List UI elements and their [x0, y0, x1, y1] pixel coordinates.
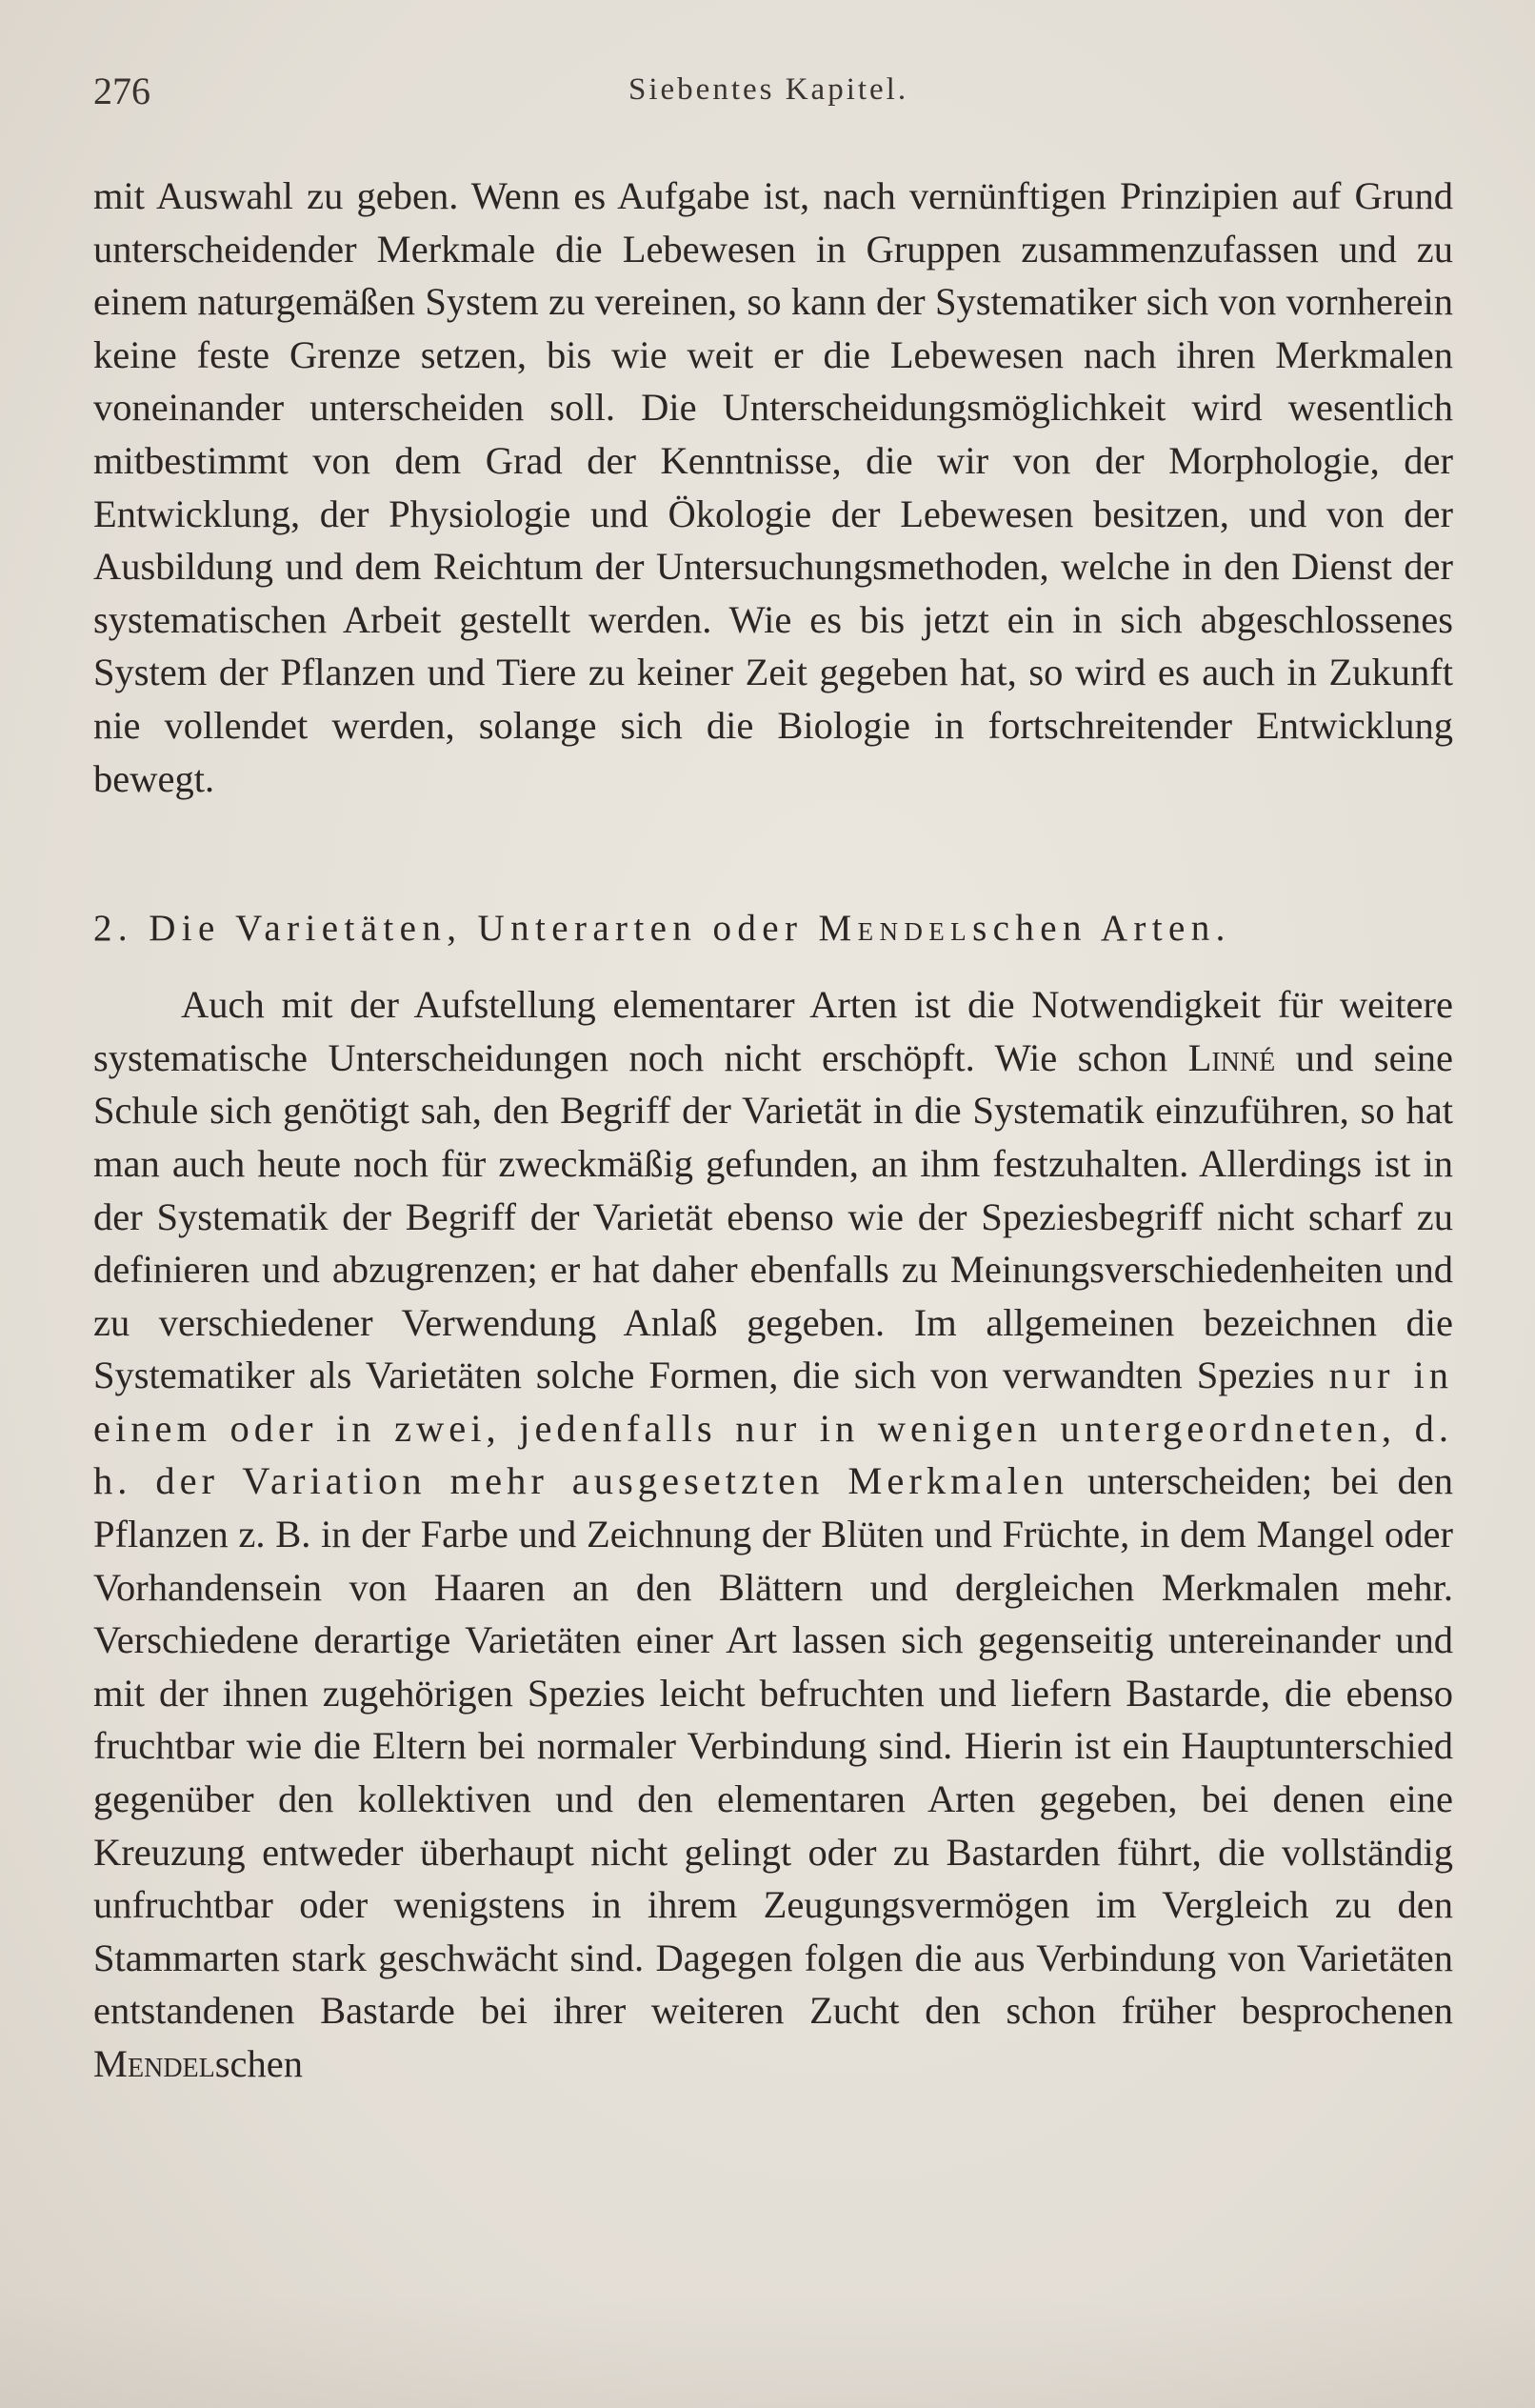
- page-number: 276: [93, 70, 150, 112]
- paragraph-text: unterscheiden; bei den Pflanzen z. B. in der Farbe und Zeichnung der Blüten und Früchte, in dem Mangel oder Vorhandensein von Haaren an den Blättern und dergleichen Merkmalen mehr. Verschiedene derartige Varietäten einer Art lassen sich gegenseitig untereinander und mit der ihnen zugehörigen Spezies leicht befruchten und liefern Bastarde, die ebenso fruchtbar wie die Eltern bei normaler Verbindung sind. Hierin ist ein Hauptunterschied gegenüber den kollektiven und den elementaren Arten gegeben, bei denen eine Kreuzung entweder überhaupt nicht gelingt oder zu Bastarden führt, die vollständig unfruchtbar oder wenigstens in ihrem Zeugungsvermögen im Vergleich zu den Stammarten stark geschwächt sind. Dagegen folgen die aus Verbindung von Varietäten entstandenen Bastarde bei ihrer weiteren Zucht den schon früher besprochenen: [93, 1459, 1453, 2033]
- running-head: Siebentes Kapitel.: [628, 72, 909, 107]
- page-header: [93, 69, 1453, 126]
- section-title-part1: Die Varietäten, Unterarten oder: [149, 908, 804, 950]
- paragraph-varieties: [93, 978, 1453, 2090]
- emphasized-text: nur in einem oder in zwei, jedenfalls nur in wenigen untergeordneten, d. h. der Variation mehr ausgesetzten Merkmalen: [93, 1354, 1454, 1503]
- page-shading: [0, 2294, 1535, 2408]
- section-number: 2.: [93, 908, 134, 950]
- paragraph-text: Auch mit der Aufstellung elementarer Arten ist die Notwendigkeit für weitere systematische Unterscheidungen noch nicht erschöpft. Wie schon: [93, 983, 1453, 1079]
- paragraph-continuation: mit Auswahl zu geben. Wenn es Aufgabe ist, nach vernünftigen Prinzipien auf Grund unterscheidender Merkmale die Lebewesen in Gruppen zusammenzufassen und zu einem naturgemäßen System zu vereinen, so kann der Systematiker sich von vornherein keine feste Grenze setzen, bis wie weit er die Lebewesen nach ihren Merkmalen voneinander unterscheiden soll. Die Unterscheidungsmöglichkeit wird wesentlich mitbestimmt von dem Grad der Kenntnisse, die wir von der Morphologie, der Entwicklung, der Physiologie und Ökologie der Lebewesen besitzen, und von der Ausbildung und dem Reichtum der Untersuchungsmethoden, welche in den Dienst der systematischen Arbeit gestellt werden. Wie es bis jetzt ein in sich abgeschlossenes System der Pflanzen und Tiere zu keiner Zeit gegeben hat, so wird es auch in Zukunft nie vollendet werden, solange sich die Biologie in fortschreitender Entwicklung bewegt.: [93, 174, 1453, 800]
- author-name-linne: Linné: [1187, 1035, 1276, 1079]
- paragraph-text: und seine Schule sich genötigt sah, den Begriff der Varietät in die Systematik einzuführen, so hat man auch heute noch für zweckmäßig gefunden, an ihm festzuhalten. Allerdings ist in der Systematik der Begriff der Varietät ebenso wie der Speziesbegriff nicht scharf zu definieren und abzugrenzen; er hat daher ebenfalls zu Meinungsverschiedenheiten und zu verschiedener Verwendung Anlaß gegeben. Im allgemeinen bezeichnen die Systematiker als Varietäten solche Formen, die sich von verwandten Spezies: [93, 1035, 1454, 1397]
- section-title-part2: schen Arten.: [972, 908, 1231, 950]
- paragraph-text: schen: [214, 2042, 303, 2085]
- page-body: [93, 170, 1453, 2091]
- section-heading: [93, 900, 1453, 957]
- section-title-name: Mendel: [818, 908, 973, 950]
- author-name-mendel: Mendel: [93, 2042, 215, 2085]
